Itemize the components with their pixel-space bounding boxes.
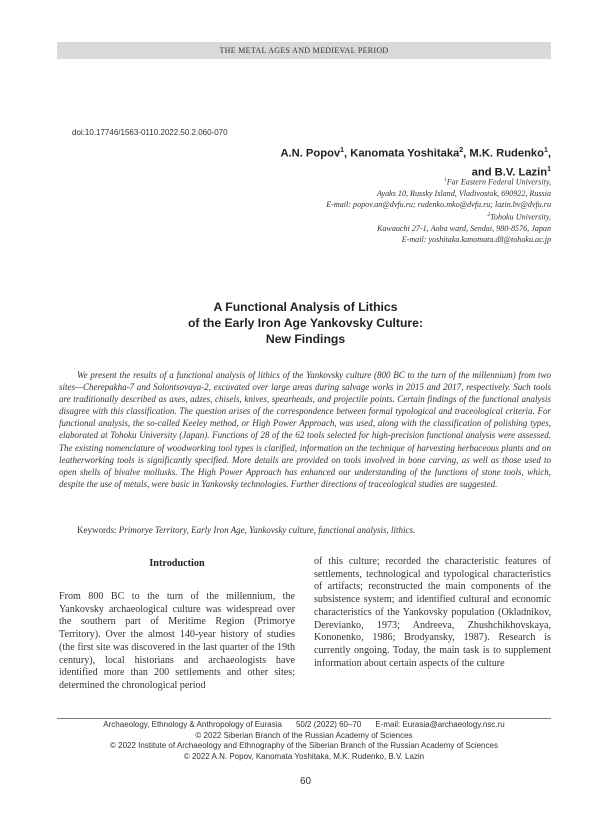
affiliations: [151, 175, 551, 246]
affil-email: E-mail: yoshitaka.kanomata.d8@tohoku.ac.jp: [401, 235, 551, 245]
running-header: [57, 42, 551, 59]
affil-email: E-mail: popov.an@dvfu.ru; rudenko.mko@dvfu.ru; lazin.bv@dvfu.ru: [326, 200, 551, 210]
affil-text: Tohoku University,: [490, 212, 551, 222]
footer-divider: [57, 718, 551, 719]
affil-text: Ayaks 10, Russky Island, Vladivostok, 690922, Russia: [377, 188, 551, 198]
copyright-line: © 2022 Siberian Branch of the Russian Academy of Sciences: [195, 730, 413, 740]
copyright-line: © 2022 Institute of Archaeology and Ethnography of the Siberian Branch of the Russian Academy of Sciences: [110, 741, 498, 751]
journal-email: E-mail: Eurasia@archaeology.nsc.ru: [375, 720, 505, 729]
title-line: A Functional Analysis of Lithics: [213, 300, 398, 314]
title-line: of the Early Iron Age Yankovsky Culture:: [187, 316, 423, 330]
keywords: [59, 524, 551, 536]
body-paragraph: From 800 BC to the turn of the millennium, the Yankovsky archaeological culture was widespread over the southern part of Meritime Region (Primorye Territory). Over the almost 140-year history of studies (the first site was discovered in the last quarter of the 19th century), local historians and archaeologists have identified more than 200 settlements and other sites; determined the chronological period: [59, 591, 295, 691]
body-paragraph: of this culture; recorded the characteristic features of settlements, technological and typological characteristics of artifacts; reconstructed the main components of the subsistence system; and identified cultural and economic characteristics of the Yankovsky population (Okladnikov, Derevianko, 1973; Andreeva, Zhushchikhovskaya, Kononenko, 1986; Brodyansky, 1987). Research is currently ongoing. Today, the main task is to supplement information about certain aspects of the culture: [314, 556, 551, 669]
affiliation-line: [151, 175, 551, 188]
journal-footer: [57, 720, 551, 763]
affiliation-line: [151, 223, 551, 234]
journal-issue: 50/2 (2022) 60–70: [295, 720, 362, 729]
affil-text: Far Eastern Federal University,: [446, 177, 551, 187]
affiliation-line: [151, 234, 551, 245]
keywords-label: Keywords:: [77, 525, 117, 535]
author-name: M.K. Rudenko: [469, 147, 544, 160]
column-left: [59, 557, 295, 693]
author-name: and B.V. Lazin: [471, 166, 548, 179]
affiliation-line: [151, 188, 551, 199]
abstract: We present the results of a functional analysis of lithics of the Yankovsky culture (800 BC to the turn of the millennium) from two sites—Cherepakha-7 and Solontsovaya-2, excavated over large areas during salvage works in 2015 and 2017, respectively. Such tools are traditionally described as axes, adzes, chisels, knives, spearheads, and projectile points. Certain findings of the functional analysis disagree with this classification. The question arises of the correspondence between formal typological and traceological criteria. For functional analysis, the so-called Keeley method, or High Power Approach, was used, along with the classification of polishing types, elaborated at Tohoku University (Japan). Functions of 28 of the 62 tools selected for high-precision functional analysis were assessed. The existing nomenclature of woodworking tool types is clarified, information on the technique of harvesting herbaceous plants and on leatherworking tools is significantly specified. More details are provided on tools involved in bone carving, as well as those used to open shells of bivalve mollusks. The High Power Approach has enhanced our understanding of the functions of stone tools, which, despite the use of metals, were basic in Yankovsky technologies. Further directions of traceological studies are suggested.: [59, 370, 551, 489]
title-line: New Findings: [265, 332, 346, 346]
affil-sup: 2: [487, 212, 491, 219]
journal-name: Archaeology, Ethnology & Anthropology of Eurasia: [103, 720, 282, 729]
page-number: 60: [299, 776, 312, 787]
section-heading: Introduction: [149, 558, 205, 569]
column-right: [314, 556, 551, 670]
author-name: A.N. Popov: [280, 147, 341, 160]
author-line-1: A.N. Popov$^1$, Kanomata Yoshitaka$^2$, M.K. Rudenko$^1$,: [280, 147, 551, 160]
doi-line: doi:10.17746/1563-0110.2022.50.2.060-070: [72, 128, 228, 137]
copyright-line: © 2022 A.N. Popov, Kanomata Yoshitaka, M.K. Rudenko, B.V. Lazin: [183, 752, 425, 762]
keywords-list: Primorye Territory, Early Iron Age, Yankovsky culture, functional analysis, lithics.: [118, 525, 416, 535]
author-sup: 1: [543, 147, 548, 154]
affil-text: Kawauchi 27-1, Aoba ward, Sendai, 980-8576, Japan: [376, 224, 551, 234]
author-sup: 2: [459, 147, 464, 154]
paper-title: [60, 299, 551, 347]
affil-sup: 1: [443, 177, 447, 183]
author-sup: 1: [340, 147, 345, 154]
footer-line: [57, 720, 551, 731]
author-sup: 1: [547, 165, 551, 173]
author-name: Kanomata Yoshitaka: [350, 147, 460, 160]
section-title: THE METAL AGES AND MEDIEVAL PERIOD: [219, 46, 389, 55]
affiliation-line: [151, 210, 551, 223]
affiliation-line: [151, 199, 551, 210]
